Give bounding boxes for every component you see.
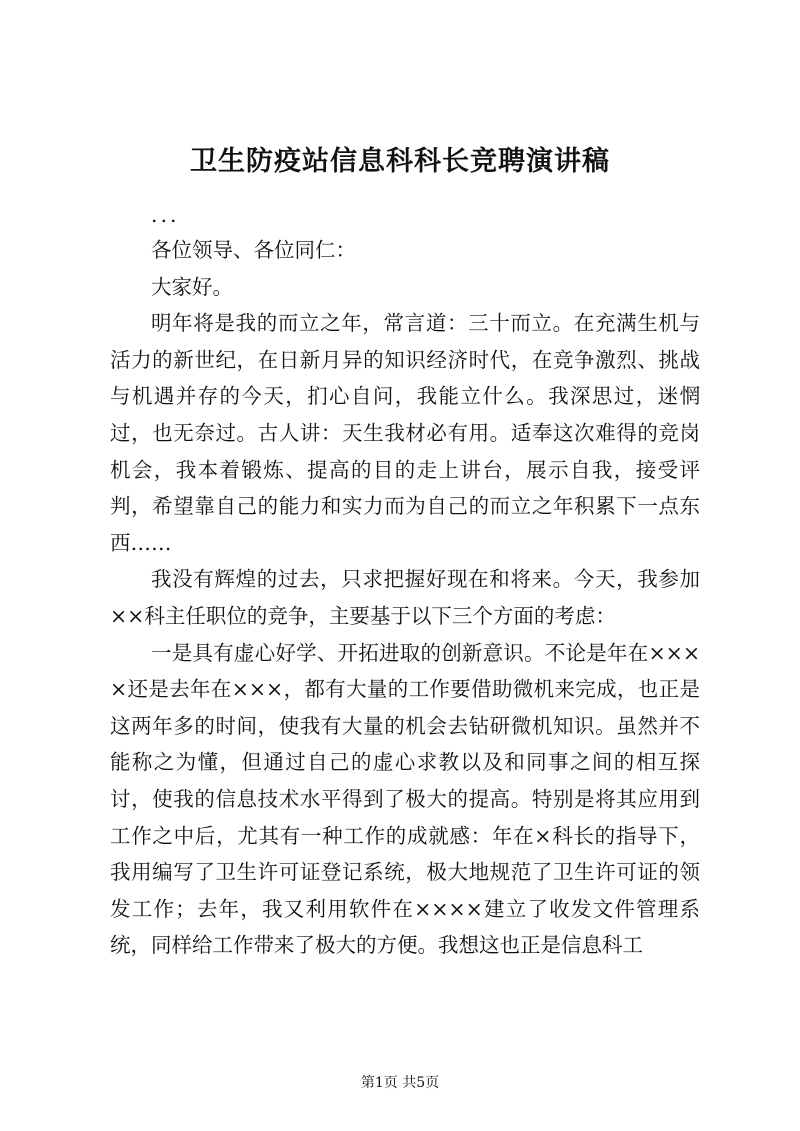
page-number-footer: 第1页 共5页 — [360, 1075, 440, 1091]
body-paragraph: 我没有辉煌的过去，只求把握好现在和将来。今天，我参加××科主任职位的竞争，主要基于以下三个方面的考虑： — [110, 567, 700, 628]
greeting-paragraph: 大家好。 — [151, 274, 233, 299]
body-paragraph: 明年将是我的而立之年，常言道：三十而立。在充满生机与活力的新世纪，在日新月异的知识经济时代，在竞争激烈、挑战与机遇并存的今天，扪心自问，我能立什么。我深思过，迷惘过，也无奈过。古人讲：天生我材必有用。适奉这次难得的竞岗机会，我本着锻炼、提高的目的走上讲台，展示自我，接受评判，希望靠自己的能力和实力而为自己的而立之年积累下一点东西…… — [110, 311, 700, 555]
salutation-paragraph: 各位领导、各位同仁： — [151, 238, 356, 262]
ellipsis-line: ... — [151, 203, 180, 227]
document-body — [110, 198, 700, 964]
body-paragraph: 一是具有虚心好学、开拓进取的创新意识。不论是年在××××还是去年在×××，都有大量的工作要借助微机来完成，也正是这两年多的时间，使我有大量的机会去钻研微机知识。虽然并不能称之为懂，但通过自己的虚心求教以及和同事之间的相互探讨，使我的信息技术水平得到了极大的提高。特别是将其应用到工作之中后，尤其有一种工作的成就感：年在×科长的指导下，我用编写了卫生许可证登记系统，极大地规范了卫生许可证的领发工作；去年，我又利用软件在××××建立了收发文件管理系统，同样给工作带来了极大的方便。我想这也正是信息科工 — [110, 640, 700, 958]
document-title: 卫生防疫站信息科科长竞聘演讲稿 — [190, 146, 610, 177]
